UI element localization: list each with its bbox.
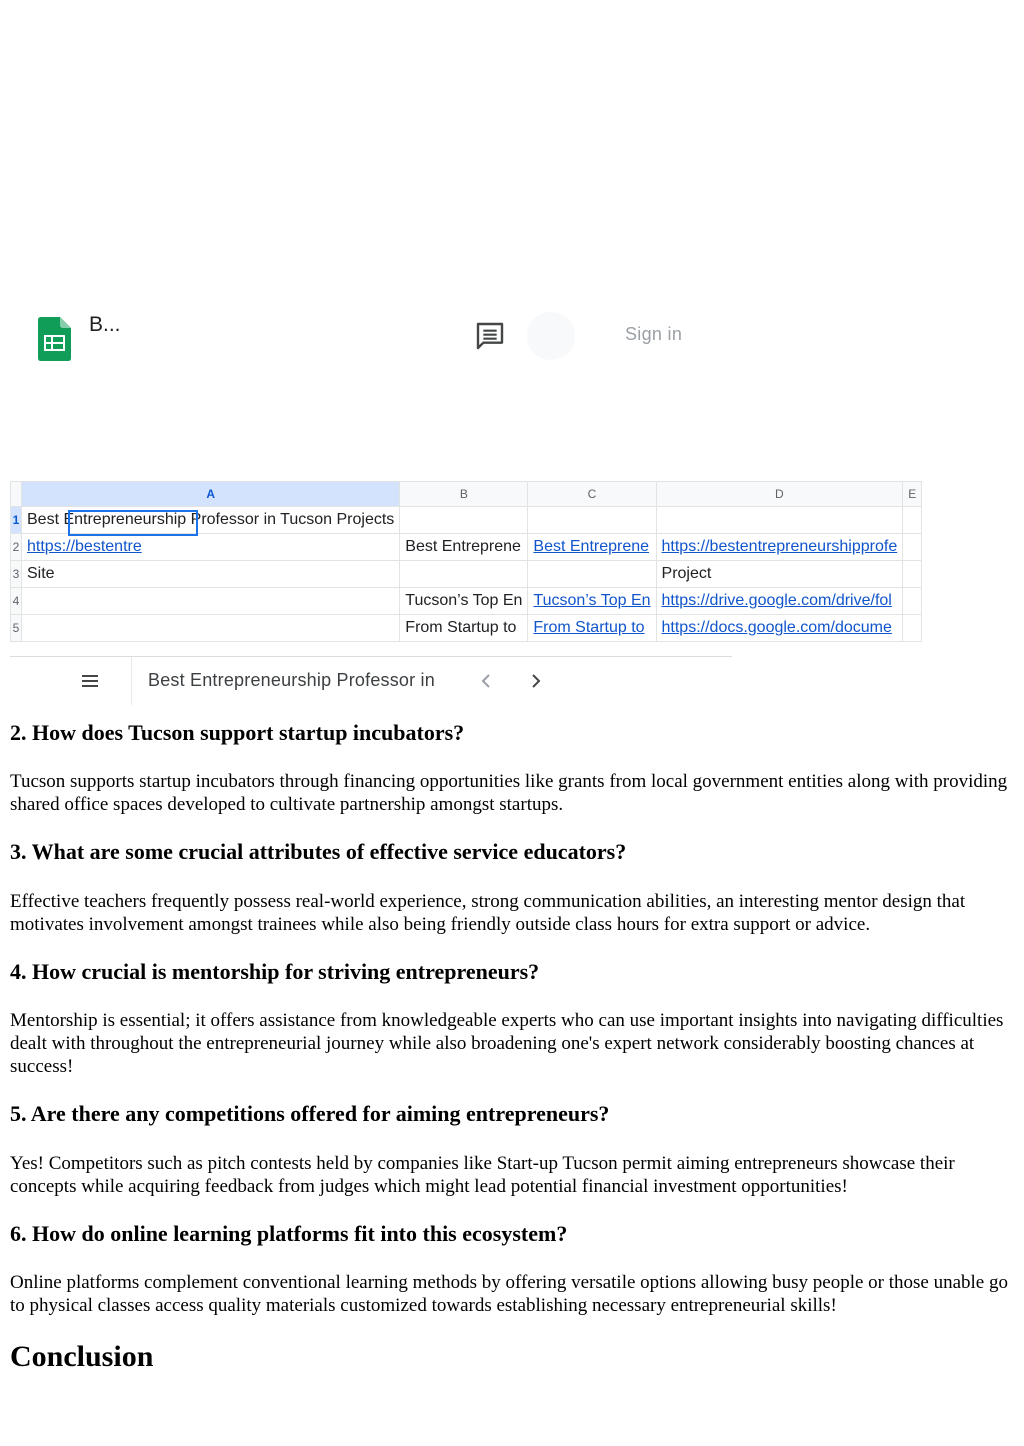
account-avatar-placeholder (527, 312, 575, 360)
faq-question-heading: 6. How do online learning platforms fit into this ecosystem? (10, 1220, 568, 1246)
cell[interactable] (22, 588, 400, 615)
column-header-row (11, 482, 922, 507)
column-header[interactable]: E (903, 482, 922, 507)
column-header[interactable]: C (528, 482, 656, 507)
sheet-tab-bar (10, 656, 732, 705)
table-row (11, 615, 922, 642)
chevron-right-icon[interactable] (524, 669, 548, 693)
row-header[interactable]: 4 (11, 588, 22, 615)
cell[interactable]: Site (22, 561, 400, 588)
table-row (11, 534, 922, 561)
table-row (11, 588, 922, 615)
row-header[interactable]: 3 (11, 561, 22, 588)
cell[interactable] (528, 561, 656, 588)
row-header[interactable]: 1 (11, 507, 22, 534)
faq-answer: Mentorship is essential; it offers assistance from knowledgeable experts who can use important insights into navigating difficulties dealt with throughout the entrepreneurial journey while also broadening one's expert network considerably boosting chances at success! (10, 1010, 1004, 1078)
article-body (10, 720, 1016, 1374)
comment-icon[interactable] (474, 320, 506, 352)
faq-question-heading: 2. How does Tucson support startup incubators? (10, 720, 465, 745)
cell-link[interactable]: Tucson’s Top En (528, 588, 656, 615)
faq-question-heading: 5. Are there any competitions offered for aiming entrepreneurs? (10, 1101, 610, 1127)
cell-link[interactable]: Best Entreprene (528, 534, 656, 561)
google-sheets-icon[interactable] (38, 317, 71, 361)
cell[interactable]: Best Entreprene (400, 534, 528, 561)
document-title[interactable]: B... (89, 313, 121, 336)
column-header[interactable]: A (22, 482, 400, 507)
cell[interactable]: Best Entrepreneurship Professor in Tucson Projects (22, 507, 400, 534)
cell[interactable] (903, 615, 922, 642)
column-header[interactable]: B (400, 482, 528, 507)
sign-in-button[interactable]: Sign in (625, 324, 683, 344)
cell-link[interactable]: https://drive.google.com/drive/fol (656, 588, 903, 615)
cell[interactable] (400, 507, 528, 534)
all-sheets-menu-icon[interactable] (78, 669, 102, 693)
cell[interactable] (903, 507, 922, 534)
row-header[interactable]: 2 (11, 534, 22, 561)
corner-cell[interactable] (11, 482, 22, 507)
sheet-tab[interactable]: Best Entrepreneurship Professor in (148, 670, 435, 690)
cell-link[interactable]: https://docs.google.com/docume (656, 615, 903, 642)
row-header[interactable]: 5 (11, 615, 22, 642)
cell-link[interactable]: https://bestentre (22, 534, 400, 561)
cell[interactable]: Tucson’s Top En (400, 588, 528, 615)
faq-answer: Online platforms complement conventional learning methods by offering versatile options allowing busy people or those unable go to physical classes access quality materials customized towards establishing necessary entrepreneurial skills! (10, 1271, 1008, 1316)
faq-question-heading: 4. How crucial is mentorship for striving entrepreneurs? (10, 958, 540, 984)
cell[interactable] (656, 507, 903, 534)
column-header[interactable]: D (656, 482, 903, 507)
cell[interactable] (22, 615, 400, 642)
tabbar-divider (131, 657, 132, 705)
embed-header (0, 300, 740, 380)
spreadsheet-grid[interactable] (10, 481, 917, 636)
cell[interactable] (400, 561, 528, 588)
faq-answer: Tucson supports startup incubators through financing opportunities like grants from local government entities along with providing shared office spaces developed to cultivate partnership amongst startups. (10, 771, 1008, 816)
table-row (11, 561, 922, 588)
faq-question-heading: 3. What are some crucial attributes of effective service educators? (10, 839, 627, 865)
cell[interactable] (903, 588, 922, 615)
conclusion-heading: Conclusion (10, 1339, 154, 1373)
cell[interactable] (903, 534, 922, 561)
faq-answer: Yes! Competitors such as pitch contests held by companies like Start-up Tucson permit aiming entrepreneurs showcase their concepts while acquiring feedback from judges which might lead potential financial investment opportunities! (10, 1152, 955, 1197)
cell-link[interactable]: From Startup to (528, 615, 656, 642)
cell[interactable] (903, 561, 922, 588)
table-row (11, 507, 922, 534)
cell[interactable] (528, 507, 656, 534)
chevron-left-icon[interactable] (474, 669, 498, 693)
faq-answer: Effective teachers frequently possess real-world experience, strong communication abilities, an interesting mentor design that motivates involvement amongst trainees while also being friendly outside class hours for extra support or advice. (10, 890, 966, 935)
cell[interactable]: Project (656, 561, 903, 588)
cell-link[interactable]: https://bestentrepreneurshipprofe (656, 534, 903, 561)
cell[interactable]: From Startup to (400, 615, 528, 642)
